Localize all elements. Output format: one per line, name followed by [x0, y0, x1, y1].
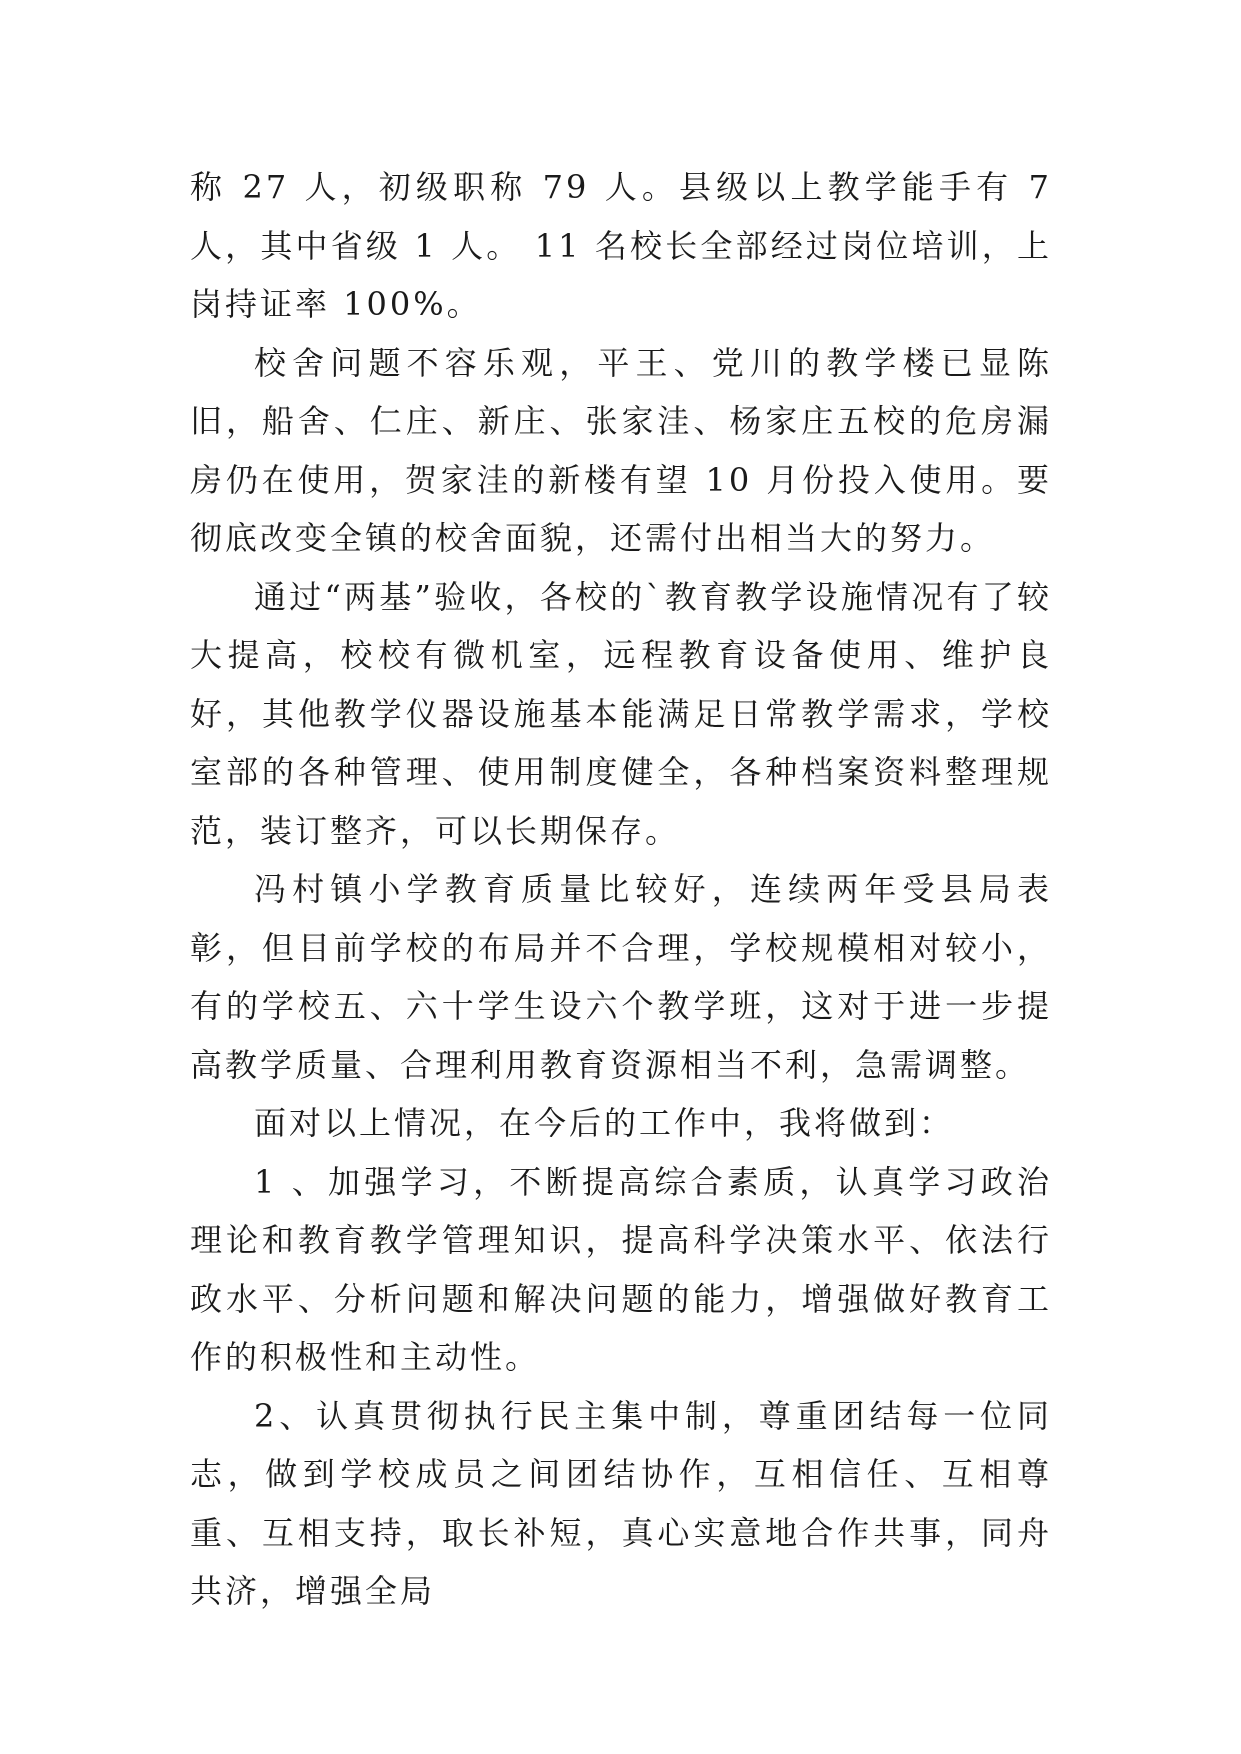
paragraph-facilities: 通过“两基”验收，各校的`教育教学设施情况有了较大提高，校校有微机室，远程教育设备使用、维护良好，其他教学仪器设施基本能满足日常教学需求，学校室部的各种管理、使用制度健全，各种档案资料整理规范，装订整齐，可以长期保存。	[190, 577, 1052, 850]
paragraph-plan-item-1: 1 、加强学习，不断提高综合素质，认真学习政治理论和教育教学管理知识，提高科学决策水平、依法行政水平、分析问题和解决问题的能力，增强做好教育工作的积极性和主动性。	[190, 1162, 1052, 1376]
paragraph-staff-titles: 称 27 人，初级职称 79 人。县级以上教学能手有 7 人，其中省级 1 人。 11 名校长全部经过岗位培训，上岗持证率 100%。	[190, 168, 1052, 323]
paragraph-education-quality: 冯村镇小学教育质量比较好，连续两年受县局表彰，但目前学校的布局并不合理，学校规模相对较小，有的学校五、六十学生设六个教学班，这对于进一步提高教学质量、合理利用教育资源相当不利，急需调整。	[190, 870, 1052, 1084]
paragraph-school-buildings: 校舍问题不容乐观，平王、党川的教学楼已显陈旧，船舍、仁庄、新庄、张家洼、杨家庄五校的危房漏房仍在使用，贺家洼的新楼有望 10 月份投入使用。要彻底改变全镇的校舍面貌，还需付出相当大的努力。	[190, 343, 1052, 557]
document-body	[190, 158, 1052, 1621]
paragraph-plan-item-2: 2、认真贯彻执行民主集中制，尊重团结每一位同志，做到学校成员之间团结协作，互相信任、互相尊重、互相支持，取长补短，真心实意地合作共事，同舟共济，增强全局	[190, 1396, 1052, 1610]
paragraph-plan-intro: 面对以上情况，在今后的工作中，我将做到：	[254, 1104, 955, 1142]
